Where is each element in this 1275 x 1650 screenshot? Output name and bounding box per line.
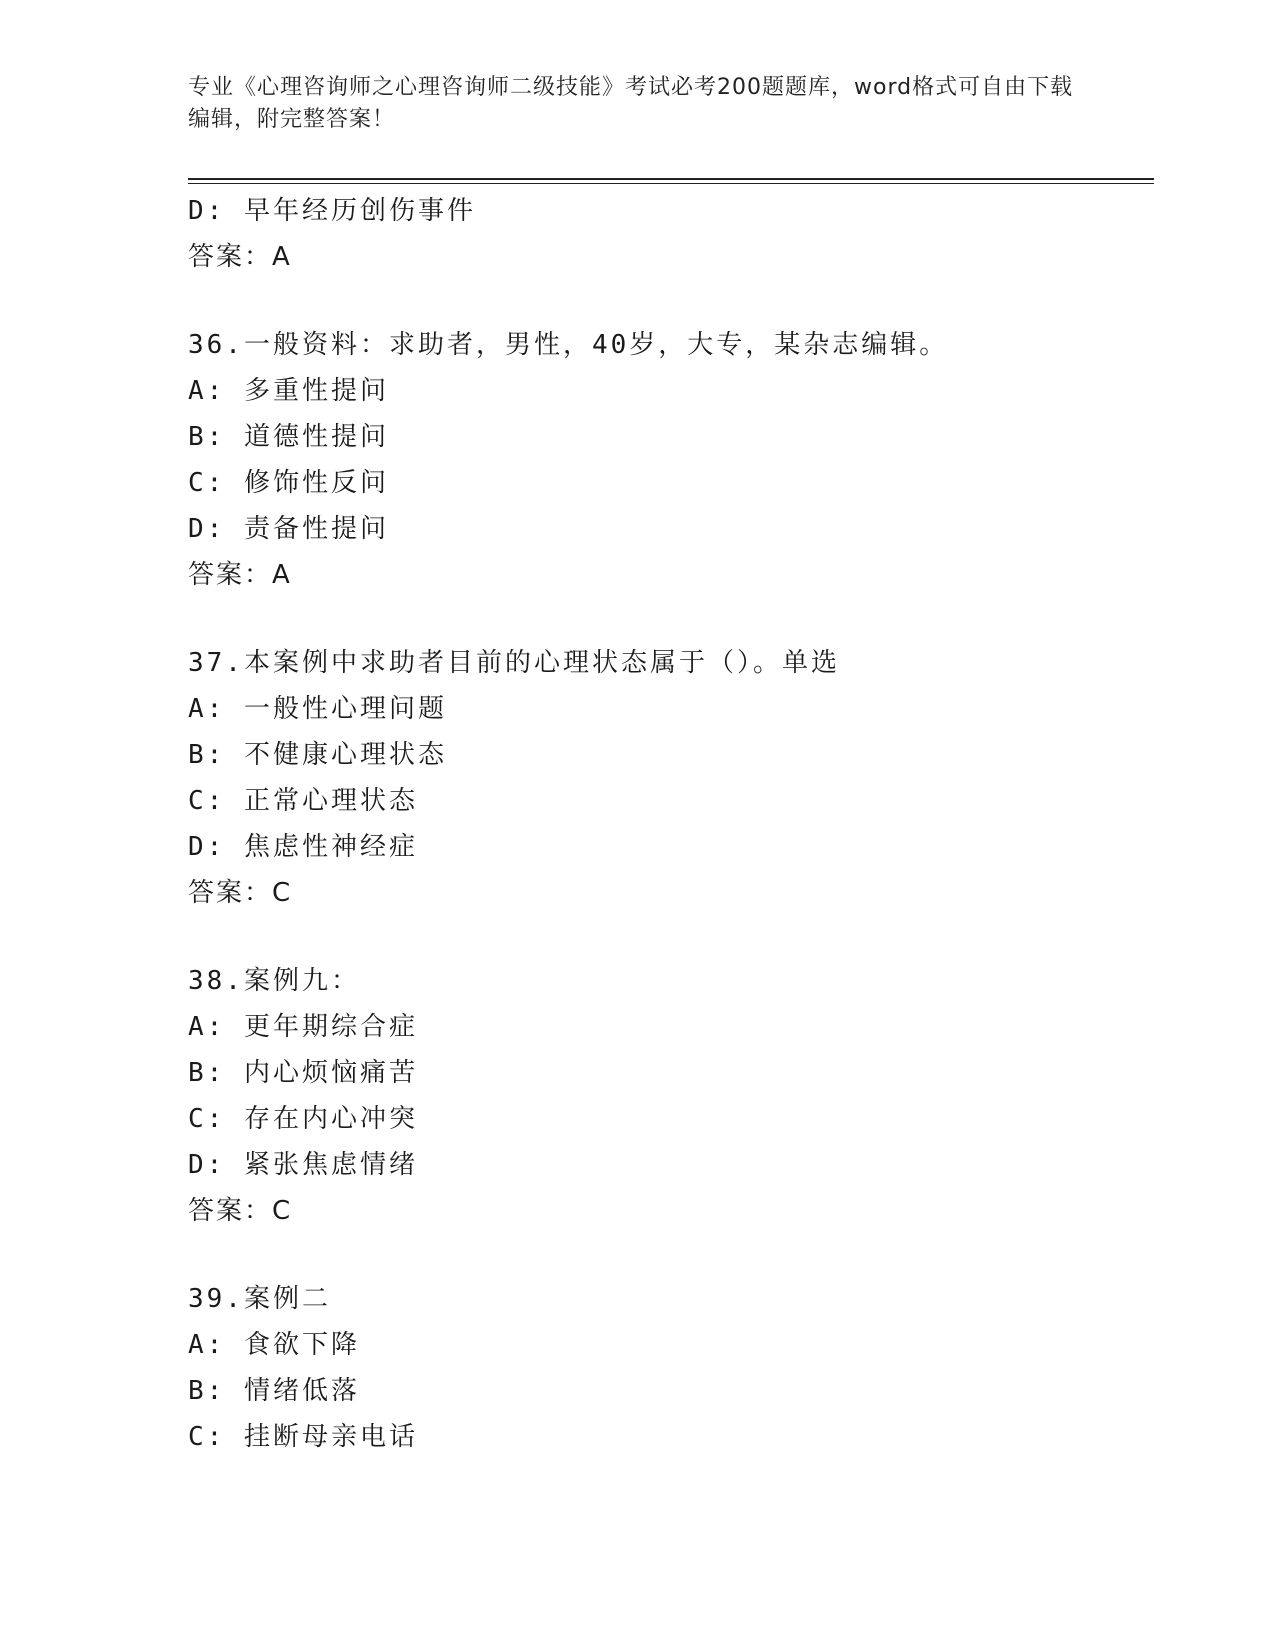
header-divider-thin [188,183,1154,184]
option-d: D: 紧张焦虑情绪 [188,1150,418,1180]
spacer [188,598,1148,640]
spacer [188,1234,1148,1276]
option-b: B: 内心烦恼痛苦 [188,1058,418,1088]
option-c: C: 存在内心冲突 [188,1104,418,1134]
option-a: A: 食欲下降 [188,1330,360,1360]
question-37 [188,640,1148,916]
answer-text: 答案：C [188,878,293,908]
option-c: C: 修饰性反问 [188,468,389,498]
option-b: B: 不健康心理状态 [188,740,447,770]
option-c: C: 挂断母亲电话 [188,1422,418,1452]
answer-text: 答案：C [188,1196,293,1226]
question-38 [188,958,1148,1234]
option-a: A: 更年期综合症 [188,1012,418,1042]
spacer [188,916,1148,958]
option-a: A: 一般性心理问题 [188,694,447,724]
document-header: 专业《心理咨询师之心理咨询师二级技能》考试必考200题题库，word格式可自由下载编辑，附完整答案！ [188,75,1074,132]
question-stem: 36.一般资料：求助者，男性，40岁，大专，某杂志编辑。 [188,330,949,360]
option-c: C: 正常心理状态 [188,786,418,816]
question-stem: 39.案例二 [188,1284,331,1314]
answer-text: 答案：A [188,560,292,590]
option-d: D: 责备性提问 [188,514,389,544]
question-list [188,188,1148,1460]
option-a: A: 多重性提问 [188,376,389,406]
question-stem: 38.案例九： [188,966,360,996]
answer-text: 答案：A [188,242,292,272]
option-b: B: 情绪低落 [188,1376,360,1406]
question-36 [188,322,1148,598]
question-stem: 37.本案例中求助者目前的心理状态属于（）。单选 [188,648,840,678]
header-divider-thick [188,178,1154,180]
option-b: B: 道德性提问 [188,422,389,452]
spacer [188,280,1148,322]
question-39 [188,1276,1148,1460]
option-d: D: 焦虑性神经症 [188,832,418,862]
option-text: D: 早年经历创伤事件 [188,196,476,226]
